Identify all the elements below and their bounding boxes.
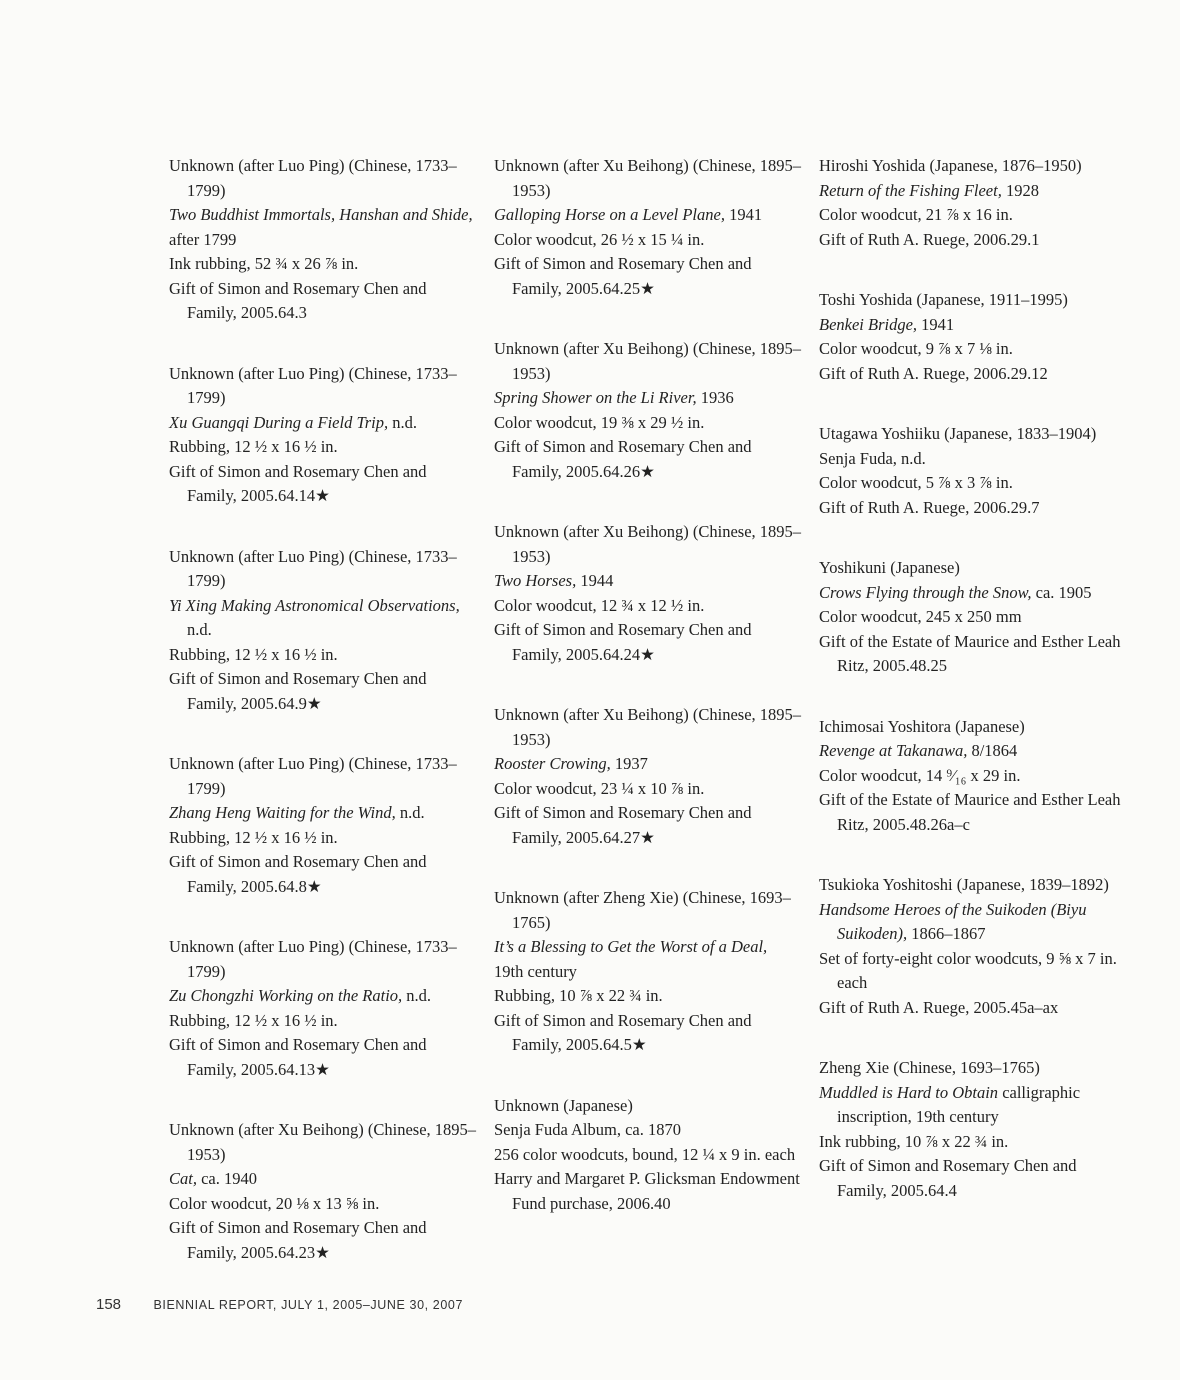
entry-line: Color woodcut, 245 x 250 mm bbox=[819, 607, 1022, 626]
entry-line: Color woodcut, 5 ⅞ x 3 ⅞ in. bbox=[819, 473, 1013, 492]
catalog-entry bbox=[819, 1056, 1129, 1203]
entry-line: Gift of Simon and Rosemary Chen and Family, 2005.64.26★ bbox=[494, 437, 752, 481]
entry-line: Unknown (Japanese) bbox=[494, 1095, 633, 1115]
entry-line: Gift of Simon and Rosemary Chen and Family, 2005.64.14★ bbox=[169, 461, 427, 505]
artwork-title: Xu Guangqi During a Field Trip, bbox=[169, 412, 389, 432]
entry-line bbox=[819, 581, 1129, 606]
entry-line: Gift of Simon and Rosemary Chen and Family, 2005.64.8★ bbox=[169, 852, 427, 896]
catalog-entry bbox=[494, 154, 804, 301]
artwork-date: n.d. bbox=[402, 986, 432, 1005]
artwork-date: n.d. bbox=[395, 803, 425, 822]
artwork-title: Benkei Bridge, bbox=[819, 314, 918, 334]
artwork-date: n.d. bbox=[388, 412, 417, 432]
artwork-date: 1944 bbox=[576, 571, 614, 590]
artwork-date: 1936 bbox=[696, 388, 734, 407]
artwork-title: Yi Xing Making Astronomical Observations, bbox=[169, 595, 460, 615]
entry-line: Rubbing, 12 ½ x 16 ½ in. bbox=[169, 437, 338, 456]
catalog-entry bbox=[494, 520, 804, 667]
entry-line: Zheng Xie (Chinese, 1693–1765) bbox=[819, 1058, 1040, 1077]
entry-line bbox=[169, 801, 479, 826]
entry-line: Color woodcut, 20 ⅛ x 13 ⅝ in. bbox=[169, 1193, 380, 1213]
entry-line: Color woodcut, 23 ¼ x 10 ⅞ in. bbox=[494, 778, 705, 798]
entry-line: Set of forty-eight color woodcuts, 9 ⅝ x 7 in. each bbox=[819, 948, 1117, 992]
artwork-title: Zhang Heng Waiting for the Wind, bbox=[169, 803, 396, 822]
catalog-entry bbox=[819, 288, 1129, 386]
entry-line: Gift of the Estate of Maurice and Esther Leah Ritz, 2005.48.26a–c bbox=[819, 790, 1121, 834]
artwork-date: 1928 bbox=[1001, 180, 1039, 200]
entry-line bbox=[494, 569, 804, 594]
entry-line: Rubbing, 12 ½ x 16 ½ in. bbox=[169, 644, 338, 664]
entry-line: Gift of Ruth A. Ruege, 2006.29.12 bbox=[819, 363, 1048, 383]
catalog-entry bbox=[169, 545, 479, 717]
entry-line: 256 color woodcuts, bound, 12 ¼ x 9 in. each bbox=[494, 1144, 796, 1164]
column-middle bbox=[494, 154, 804, 1252]
catalog-entry bbox=[819, 715, 1129, 838]
entry-line: Yoshikuni (Japanese) bbox=[819, 558, 960, 577]
entry-line bbox=[494, 752, 804, 777]
entry-line: Gift of Simon and Rosemary Chen and Family, 2005.64.13★ bbox=[169, 1035, 427, 1079]
entry-line bbox=[819, 898, 1129, 947]
catalog-entry bbox=[169, 752, 479, 899]
catalog-entry bbox=[494, 886, 804, 1058]
entry-line: Gift of the Estate of Maurice and Esther Leah Ritz, 2005.48.25 bbox=[819, 631, 1121, 675]
artwork-title: Zu Chongzhi Working on the Ratio, bbox=[169, 986, 403, 1005]
entry-line: Hiroshi Yoshida (Japanese, 1876–1950) bbox=[819, 156, 1082, 175]
entry-line bbox=[494, 203, 804, 228]
entry-line: Rubbing, 10 ⅞ x 22 ¾ in. bbox=[494, 986, 663, 1005]
entry-line bbox=[819, 739, 1129, 764]
column-right bbox=[819, 154, 1129, 1239]
catalog-entry bbox=[494, 1094, 804, 1217]
entry-line bbox=[169, 411, 479, 436]
catalog-entry bbox=[494, 337, 804, 484]
artwork-date: 8/1864 bbox=[967, 741, 1018, 760]
entry-line bbox=[169, 1167, 479, 1192]
artwork-title: Muddled is Hard to Obtain bbox=[819, 1082, 999, 1102]
artwork-title: Return of the Fishing Fleet, bbox=[819, 180, 1002, 200]
artwork-title: Rooster Crowing, bbox=[494, 754, 611, 773]
entry-line bbox=[169, 984, 479, 1009]
artwork-title: Galloping Horse on a Level Plane, bbox=[494, 205, 725, 224]
artwork-date: ca. 1905 bbox=[1031, 582, 1092, 602]
page-footer bbox=[96, 1296, 463, 1314]
artwork-title: Cat, bbox=[169, 1169, 197, 1188]
entry-line: Senja Fuda, n.d. bbox=[819, 448, 926, 468]
entry-line bbox=[819, 313, 1129, 338]
entry-line: Unknown (after Luo Ping) (Chinese, 1733–1799) bbox=[169, 754, 457, 798]
entry-line: Senja Fuda Album, ca. 1870 bbox=[494, 1120, 681, 1139]
entry-line: Harry and Margaret P. Glicksman Endowment Fund purchase, 2006.40 bbox=[494, 1169, 800, 1213]
entry-line: Color woodcut, 19 ⅜ x 29 ½ in. bbox=[494, 412, 705, 432]
entry-line: Unknown (after Xu Beihong) (Chinese, 1895–1953) bbox=[494, 522, 802, 566]
entry-line: Gift of Simon and Rosemary Chen and Family, 2005.64.27★ bbox=[494, 803, 752, 847]
entry-line bbox=[169, 203, 479, 228]
artwork-title: Spring Shower on the Li River, bbox=[494, 388, 697, 407]
running-head: BIENNIAL REPORT, JULY 1, 2005–JUNE 30, 2007 bbox=[153, 1298, 463, 1312]
entry-line: Unknown (after Xu Beihong) (Chinese, 1895–1953) bbox=[494, 705, 802, 749]
artwork-title: Handsome Heroes of the Suikoden (Biyu Suikoden), bbox=[819, 899, 1087, 943]
entry-line: Ichimosai Yoshitora (Japanese) bbox=[819, 716, 1025, 736]
entry-line bbox=[494, 386, 804, 411]
entry-line: Unknown (after Xu Beihong) (Chinese, 1895–1953) bbox=[494, 339, 802, 383]
entry-line: Utagawa Yoshiiku (Japanese, 1833–1904) bbox=[819, 424, 1097, 443]
entry-line bbox=[819, 1081, 1129, 1130]
entry-line: Gift of Simon and Rosemary Chen and Family, 2005.64.4 bbox=[819, 1156, 1077, 1200]
entry-line: 19th century bbox=[494, 961, 577, 981]
entry-line: Ink rubbing, 10 ⅞ x 22 ¾ in. bbox=[819, 1131, 1009, 1151]
entry-line: Unknown (after Xu Beihong) (Chinese, 1895–1953) bbox=[494, 156, 802, 200]
entry-line: Unknown (after Luo Ping) (Chinese, 1733–1799) bbox=[169, 937, 457, 981]
entry-line: Unknown (after Luo Ping) (Chinese, 1733–1799) bbox=[169, 546, 457, 590]
catalog-entry bbox=[169, 1118, 479, 1265]
column-left bbox=[169, 154, 479, 1301]
entry-line: Gift of Simon and Rosemary Chen and Family, 2005.64.25★ bbox=[494, 254, 752, 298]
entry-line: Color woodcut, 9 ⅞ x 7 ⅛ in. bbox=[819, 339, 1013, 358]
artwork-title: Two Horses, bbox=[494, 571, 577, 590]
entry-line: Gift of Simon and Rosemary Chen and Family, 2005.64.5★ bbox=[494, 1010, 752, 1054]
entry-line: Rubbing, 12 ½ x 16 ½ in. bbox=[169, 827, 338, 847]
entry-line: after 1799 bbox=[169, 229, 237, 249]
entry-line: Color woodcut, 14 ⁹⁄₁₆ x 29 in. bbox=[819, 765, 1021, 785]
artwork-date: 1866–1867 bbox=[907, 924, 986, 943]
artwork-date: n.d. bbox=[187, 620, 212, 639]
catalog-entry bbox=[819, 556, 1129, 679]
catalog-entry bbox=[819, 154, 1129, 252]
entry-line: Toshi Yoshida (Japanese, 1911–1995) bbox=[819, 290, 1068, 309]
entry-line: Gift of Ruth A. Ruege, 2006.29.1 bbox=[819, 229, 1040, 249]
entry-line: Unknown (after Xu Beihong) (Chinese, 1895–1953) bbox=[169, 1120, 477, 1164]
page-number: 158 bbox=[96, 1296, 122, 1313]
entry-line: Color woodcut, 26 ½ x 15 ¼ in. bbox=[494, 229, 705, 249]
catalog-entry bbox=[819, 422, 1129, 520]
entry-line bbox=[494, 935, 804, 960]
catalog-entry bbox=[494, 703, 804, 850]
artwork-title: It’s a Blessing to Get the Worst of a Deal, bbox=[494, 937, 768, 956]
entry-line: Unknown (after Luo Ping) (Chinese, 1733–1799) bbox=[169, 363, 457, 407]
artwork-date: 1941 bbox=[724, 205, 763, 224]
entry-line bbox=[169, 594, 479, 643]
artwork-date: calligraphic inscription, 19th century bbox=[837, 1082, 1081, 1126]
catalog-entry bbox=[169, 935, 479, 1082]
artwork-date: 1937 bbox=[610, 754, 648, 773]
artwork-title: Revenge at Takanawa, bbox=[819, 741, 968, 760]
catalog-entry bbox=[169, 154, 479, 326]
entry-line: Color woodcut, 12 ¾ x 12 ½ in. bbox=[494, 595, 705, 615]
entry-line: Color woodcut, 21 ⅞ x 16 in. bbox=[819, 205, 1013, 224]
entry-line: Gift of Simon and Rosemary Chen and Family, 2005.64.3 bbox=[169, 278, 427, 322]
entry-line: Unknown (after Zheng Xie) (Chinese, 1693–1765) bbox=[494, 888, 791, 932]
entry-line bbox=[819, 179, 1129, 204]
entry-line: Gift of Simon and Rosemary Chen and Family, 2005.64.9★ bbox=[169, 669, 427, 713]
entry-line: Gift of Simon and Rosemary Chen and Family, 2005.64.24★ bbox=[494, 620, 752, 664]
entry-line: Gift of Ruth A. Ruege, 2006.29.7 bbox=[819, 497, 1040, 517]
entry-line: Gift of Simon and Rosemary Chen and Family, 2005.64.23★ bbox=[169, 1218, 427, 1262]
artwork-title: Crows Flying through the Snow, bbox=[819, 582, 1032, 602]
catalog-entry bbox=[819, 873, 1129, 1020]
entry-line: Gift of Ruth A. Ruege, 2005.45a–ax bbox=[819, 997, 1059, 1017]
catalog-entry bbox=[169, 362, 479, 509]
artwork-date: ca. 1940 bbox=[196, 1169, 257, 1188]
entry-line: Rubbing, 12 ½ x 16 ½ in. bbox=[169, 1010, 338, 1030]
artwork-title: Two Buddhist Immortals, Hanshan and Shide, bbox=[169, 205, 473, 224]
entry-line: Unknown (after Luo Ping) (Chinese, 1733–1799) bbox=[169, 156, 457, 200]
artwork-date: 1941 bbox=[917, 314, 955, 334]
entry-line: Tsukioka Yoshitoshi (Japanese, 1839–1892) bbox=[819, 875, 1109, 894]
entry-line: Ink rubbing, 52 ¾ x 26 ⅞ in. bbox=[169, 254, 359, 273]
